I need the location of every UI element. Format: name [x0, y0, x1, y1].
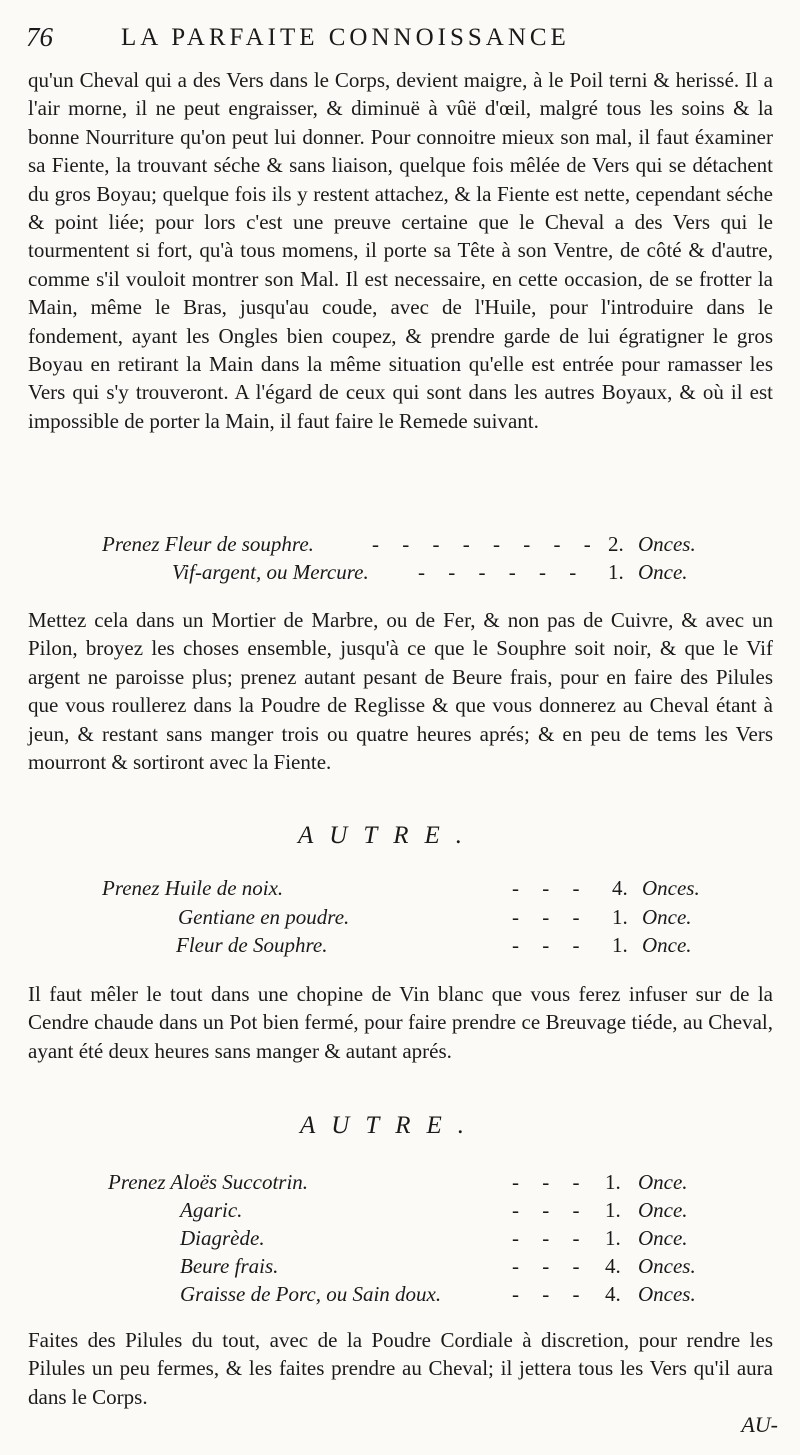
- recipe-item-unit: Once.: [642, 905, 692, 929]
- recipe-item-quantity: 4.: [612, 876, 628, 900]
- leader-dots: - - -: [512, 1170, 589, 1194]
- recipe-item-unit: Onces.: [638, 1254, 696, 1278]
- recipe-item-unit: Onces.: [642, 876, 700, 900]
- recipe-item-unit: Once.: [638, 1170, 688, 1194]
- leader-dots: - - -: [512, 876, 589, 900]
- recipe-item-unit: Once.: [638, 1198, 688, 1222]
- section-heading-autre: AUTRE.: [298, 822, 479, 849]
- leader-dots: - - -: [512, 933, 589, 957]
- recipe-item-name: Gentiane en poudre.: [178, 905, 350, 929]
- paragraph-4: [28, 1326, 773, 1411]
- recipe-item-name: Diagrède.: [180, 1226, 265, 1250]
- leader-dots: - - - - - - - -: [372, 532, 600, 556]
- recipe-item-unit: Onces.: [638, 1282, 696, 1306]
- catchword: AU-: [741, 1412, 778, 1437]
- recipe-item-quantity: 1.: [605, 1198, 621, 1222]
- paragraph-1: [28, 66, 773, 435]
- leader-dots: - - -: [512, 1254, 589, 1278]
- recipe-item-name: Prenez Fleur de souphre.: [102, 532, 314, 556]
- recipe-item-quantity: 4.: [605, 1254, 621, 1278]
- recipe-item-unit: Onces.: [638, 532, 696, 556]
- leader-dots: - - - - - -: [418, 560, 586, 584]
- recipe-item-quantity: 4.: [605, 1282, 621, 1306]
- leader-dots: - - -: [512, 1198, 589, 1222]
- recipe-item-name: Graisse de Porc, ou Sain doux.: [180, 1282, 442, 1306]
- paragraph-2: [28, 606, 773, 776]
- recipe-item-quantity: 1.: [608, 560, 624, 584]
- section-heading-autre: AUTRE.: [300, 1112, 481, 1139]
- paragraph-text: Il faut mêler le tout dans une chopine de Vin blanc que vous ferez infuser sur de la Cendre chaude dans un Pot bien fermé, pour faire prendre ce Breuvage tiéde, au Cheval, ayant été deux heures sans manger & autant aprés.: [28, 982, 773, 1063]
- recipe-item-quantity: 2.: [608, 532, 624, 556]
- page-number: 76: [26, 22, 53, 52]
- recipe-item-name: Agaric.: [180, 1198, 243, 1222]
- running-title: LA PARFAITE CONNOISSANCE: [121, 24, 570, 51]
- recipe-item-name: Prenez Aloës Succotrin.: [108, 1170, 309, 1194]
- recipe-item-unit: Once.: [638, 560, 688, 584]
- recipe-item-quantity: 1.: [605, 1226, 621, 1250]
- leader-dots: - - -: [512, 1226, 589, 1250]
- leader-dots: - - -: [512, 1282, 589, 1306]
- paragraph-text: qu'un Cheval qui a des Vers dans le Corps, devient maigre, à le Poil terni & herissé. Il a l'air morne, il ne peut engraisser, & diminuë à vûë d'œil, malgré tous les soins & la bonne Nourriture qu'on peut lui donner. Pour connoitre mieux son mal, il faut éxaminer sa Fiente, la trouvant séche & sans liaison, quelque fois mêlée de Vers qui se détachent du gros Boyau; quelque fois ils y restent attachez, & la Fiente est nette, cependant séche & point liée; pour lors c'est une preuve certaine que le Cheval a des Vers qui le tourmentent si fort, qu'à tous momens, il porte sa Tête à son Ventre, de côté & d'autre, comme s'il vouloit montrer son Mal. Il est necessaire, en cette occasion, de se frotter la Main, même le Bras, jusqu'au coude, avec de l'Huile, pour l'introduire dans le fondement, ayant les Ongles bien coupez, & prendre garde de lui égratigner le gros Boyau en retirant la Main dans la même situation qu'elle est entrée pour ramasser les Vers qui s'y trouveront. A l'égard de ceux qui sont dans les autres Boyaux, & où il est impossible de porter la Main, il faut faire le Remede suivant.: [28, 68, 773, 433]
- recipe-item-unit: Once.: [642, 933, 692, 957]
- paragraph-3: [28, 980, 773, 1065]
- recipe-item-unit: Once.: [638, 1226, 688, 1250]
- page-header: [26, 22, 760, 62]
- recipe-item-name: Fleur de Souphre.: [176, 933, 328, 957]
- recipe-item-name: Vif-argent, ou Mercure.: [172, 560, 369, 584]
- paragraph-text: Faites des Pilules du tout, avec de la Poudre Cordiale à discretion, pour rendre les Pilules un peu fermes, & les faites prendre au Cheval; il jettera tous les Vers qu'il aura dans le Corps.: [28, 1328, 773, 1409]
- recipe-item-quantity: 1.: [612, 905, 628, 929]
- recipe-item-quantity: 1.: [612, 933, 628, 957]
- recipe-item-name: Prenez Huile de noix.: [102, 876, 284, 900]
- leader-dots: - - -: [512, 905, 589, 929]
- recipe-item-quantity: 1.: [605, 1170, 621, 1194]
- paragraph-text: Mettez cela dans un Mortier de Marbre, ou de Fer, & non pas de Cuivre, & avec un Pilon, broyez les choses ensemble, jusqu'à ce que le Souphre soit noir, & que le Vif argent ne paroisse plus; prenez autant pesant de Beure frais, pour en faire des Pilules que vous roullerez dans la Poudre de Reglisse & que vous donnerez au Cheval étant à jeun, & restant sans manger trois ou quatre heures aprés; & en peu de tems les Vers mourront & sortiront avec la Fiente.: [28, 608, 773, 775]
- recipe-item-name: Beure frais.: [180, 1254, 279, 1278]
